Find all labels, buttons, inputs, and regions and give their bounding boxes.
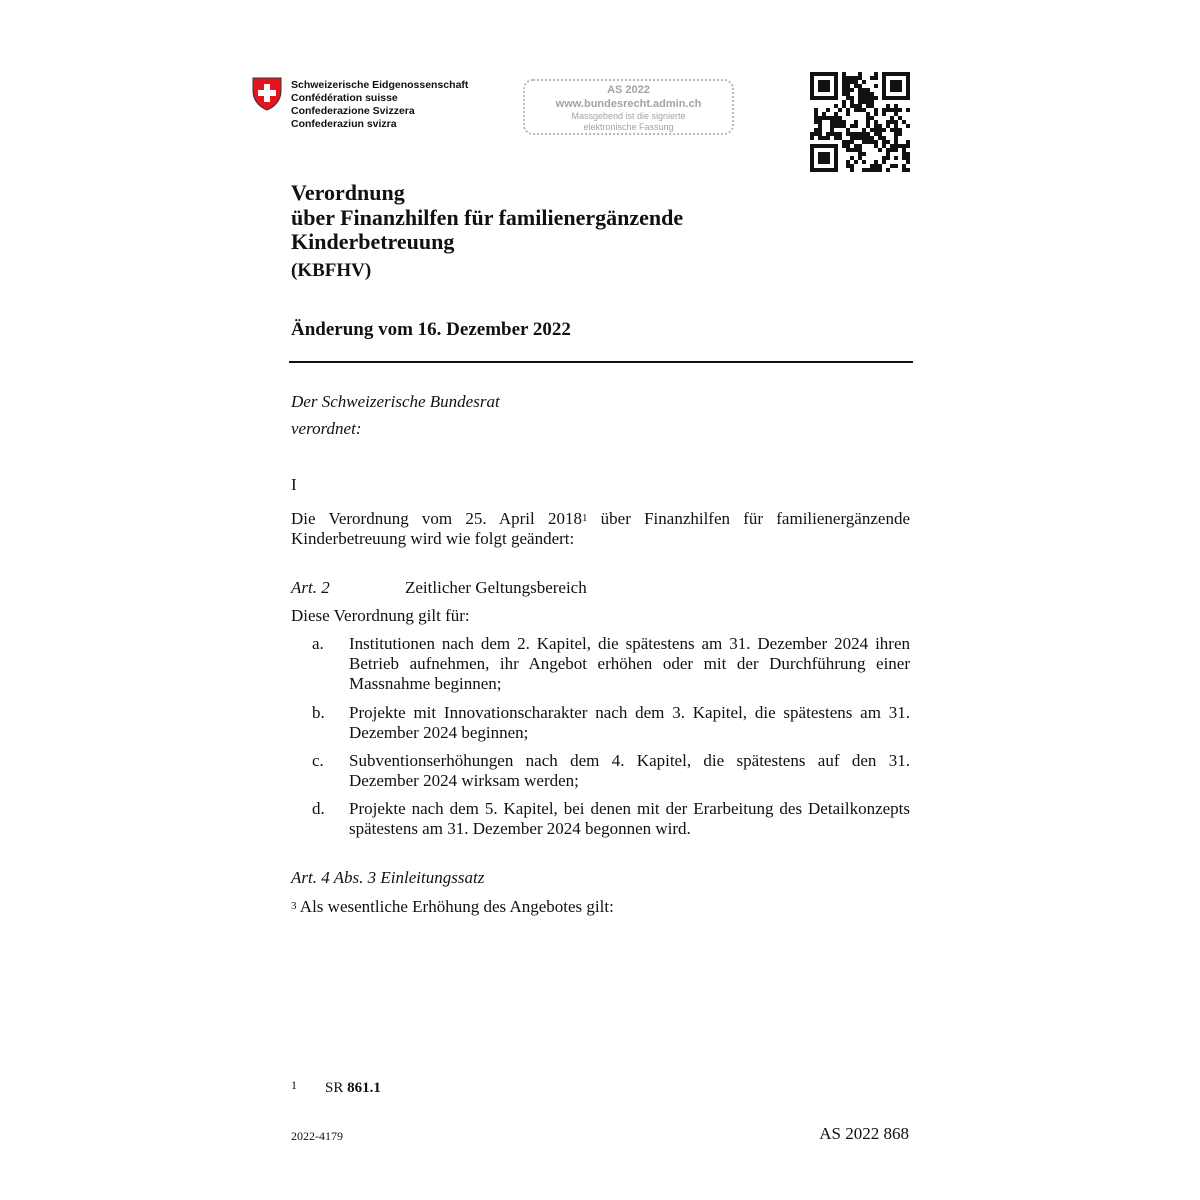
footnote-reference[interactable]: 1 [581,512,588,524]
intro-text-after: über Finanzhilfen für familienergänzende Kinderbetreuung wird wie folgt geändert: [291,509,910,548]
intro-paragraph [291,509,910,549]
stamp-note-2: elektronische Fassung [583,122,674,132]
list-item-label: b. [312,703,325,722]
article-4-label: Art. 4 Abs. 3 Einleitungssatz [291,868,485,887]
paragraph-text: Als wesentliche Erhöhung des Angebotes gilt: [296,897,614,916]
agency-name-fr: Confédération suisse [291,92,398,104]
title-divider [289,361,913,363]
qr-code-icon [810,72,910,172]
preamble-verb: verordnet: [291,419,362,438]
article-2-label: Art. 2 [291,578,330,597]
title-abbreviation: (KBFHV) [291,260,372,281]
intro-text-before: Die Verordnung vom 25. April 2018 [291,509,582,528]
document-number: 2022-4179 [291,1129,343,1143]
agency-name-rm: Confederaziun svizra [291,118,397,130]
agency-name-block [291,79,468,131]
stamp-note-1: Massgebend ist die signierte [571,111,686,121]
document-title [291,181,683,255]
footnote-prefix: SR [325,1080,348,1096]
official-collection-reference: AS 2022 868 [819,1124,909,1143]
list-item [312,799,910,839]
list-item [312,751,910,791]
title-line-3: Kinderbetreuung [291,229,455,254]
paragraph-number: 3 [291,900,297,912]
article-2-lead: Diese Verordnung gilt für: [291,606,470,625]
list-item-text: Projekte mit Innovationscharakter nach dem 3. Kapitel, die spätestens am 31. Dezember 2024 beginnen; [349,703,910,742]
title-line-1: Verordnung [291,180,405,205]
preamble-issuer: Der Schweizerische Bundesrat [291,392,500,411]
publication-stamp [523,79,734,135]
article-2-heading: Zeitlicher Geltungsbereich [405,578,587,597]
list-item [312,634,910,694]
footnote-number: 1 [291,1078,297,1092]
article-4-paragraph-3 [291,897,614,917]
list-item-label: d. [312,799,325,818]
footnote-sr-number: 861.1 [347,1080,381,1096]
list-item-text: Institutionen nach dem 2. Kapitel, die spätestens am 31. Dezember 2024 ihren Betrieb aufnehmen, ihr Angebot erhöhen oder mit der Durchführung einer Massnahme beginnen; [349,634,910,693]
swiss-cross-shield-icon [252,77,282,111]
list-item-label: c. [312,751,324,770]
section-numeral: I [291,475,297,494]
title-line-2: über Finanzhilfen für familienergänzende [291,204,684,230]
amendment-date: Änderung vom 16. Dezember 2022 [291,319,571,340]
list-item [312,703,910,743]
list-item-label: a. [312,634,324,653]
stamp-url: www.bundesrecht.admin.ch [555,98,702,110]
list-item-text: Projekte nach dem 5. Kapitel, bei denen mit der Erarbeitung des Detailkonzepts spätestens am 31. Dezember 2024 begonnen wird. [349,799,910,838]
stamp-collection: AS 2022 [607,84,650,96]
footnote-text [325,1080,381,1097]
agency-name-de: Schweizerische Eidgenossenschaft [291,79,469,91]
agency-name-it: Confederazione Svizzera [291,105,415,117]
list-item-text: Subventionserhöhungen nach dem 4. Kapitel, die spätestens auf den 31. Dezember 2024 wirksam werden; [349,751,910,790]
